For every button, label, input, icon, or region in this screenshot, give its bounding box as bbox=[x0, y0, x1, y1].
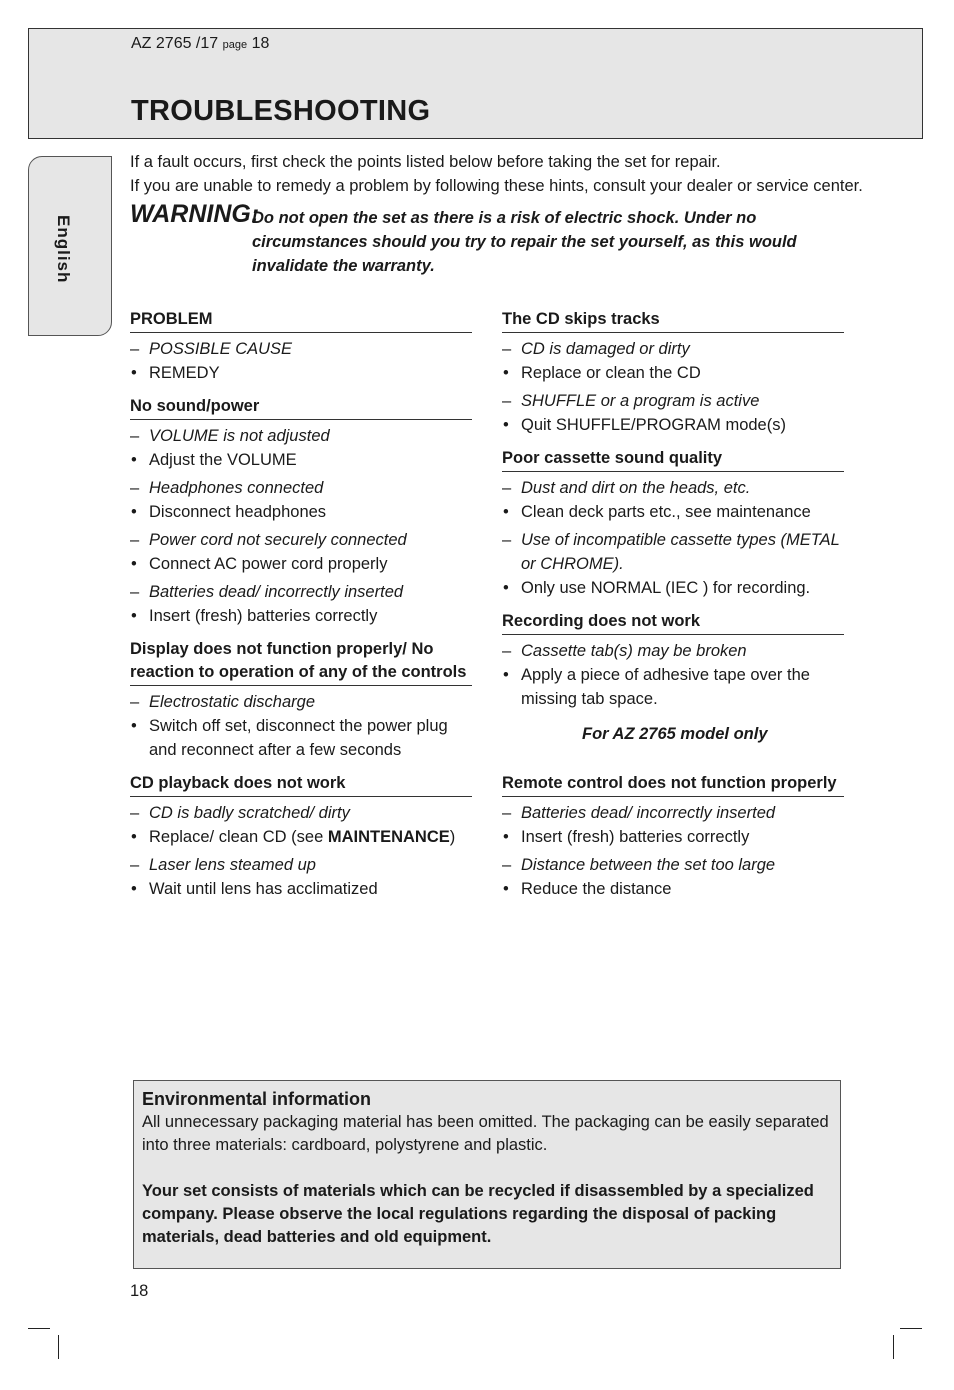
remedy-item: • Apply a piece of adhesive tape over the missing tab space. bbox=[502, 663, 844, 711]
section-heading: Display does not function properly/ No reaction to operation of any of the controls bbox=[130, 638, 472, 686]
display-section bbox=[130, 638, 472, 762]
cause-item: – SHUFFLE or a program is active bbox=[502, 389, 844, 413]
warning-label: WARNING: bbox=[130, 200, 260, 228]
model-note: For AZ 2765 model only bbox=[582, 725, 768, 743]
intro-line: If you are unable to remedy a problem by following these hints, consult your dealer or service center. bbox=[130, 177, 863, 195]
troubleshooting-left-column bbox=[130, 308, 472, 911]
remedy-item bbox=[130, 825, 472, 849]
environmental-info-box bbox=[133, 1080, 841, 1269]
cause-item: – Power cord not securely connected bbox=[130, 528, 472, 552]
cd-playback-section bbox=[130, 772, 472, 901]
remedy-item: • Quit SHUFFLE/PROGRAM mode(s) bbox=[502, 413, 844, 437]
cause-item: – POSSIBLE CAUSE bbox=[130, 337, 472, 361]
model-code: AZ 2765 /17 bbox=[131, 35, 219, 52]
remedy-item: • Connect AC power cord properly bbox=[130, 552, 472, 576]
cause-item: – Use of incompatible cassette types (METAL or CHROME). bbox=[502, 528, 844, 576]
env-body: All unnecessary packaging material has been omitted. The packaging can be easily separated into three materials: cardboard, polystyrene and plastic. bbox=[142, 1113, 829, 1154]
remedy-item: • Insert (fresh) batteries correctly bbox=[130, 604, 472, 628]
page-header bbox=[28, 28, 923, 139]
warning-text: Do not open the set as there is a risk of electric shock. Under no circumstances should you try to repair the set yourself, as this would invalidate the warranty. bbox=[252, 209, 797, 275]
intro-text bbox=[130, 150, 870, 198]
cause-item: – Dust and dirt on the heads, etc. bbox=[502, 476, 844, 500]
crop-mark bbox=[58, 1335, 59, 1359]
cause-item: – Cassette tab(s) may be broken bbox=[502, 639, 844, 663]
remedy-item: • Switch off set, disconnect the power plug and reconnect after a few seconds bbox=[130, 714, 472, 762]
remedy-item: • Disconnect headphones bbox=[130, 500, 472, 524]
remedy-item: • Clean deck parts etc., see maintenance bbox=[502, 500, 844, 524]
remedy-item: • Wait until lens has acclimatized bbox=[130, 877, 472, 901]
language-tab bbox=[28, 156, 112, 336]
remedy-item: • Adjust the VOLUME bbox=[130, 448, 472, 472]
cause-item: – VOLUME is not adjusted bbox=[130, 424, 472, 448]
no-sound-section bbox=[130, 395, 472, 628]
cause-item: – Distance between the set too large bbox=[502, 853, 844, 877]
legend-section bbox=[130, 308, 472, 385]
remedy-item: • Reduce the distance bbox=[502, 877, 844, 901]
page-number: 18 bbox=[130, 1282, 149, 1300]
cause-item: – CD is badly scratched/ dirty bbox=[130, 801, 472, 825]
remedy-item: • Replace or clean the CD bbox=[502, 361, 844, 385]
remedy-item: • Only use NORMAL (IEC ) for recording. bbox=[502, 576, 844, 600]
intro-line: If a fault occurs, first check the points listed below before taking the set for repair. bbox=[130, 153, 721, 171]
section-heading: PROBLEM bbox=[130, 308, 472, 333]
section-heading: No sound/power bbox=[130, 395, 472, 420]
cause-item: – Batteries dead/ incorrectly inserted bbox=[130, 580, 472, 604]
remedy-text: ) bbox=[449, 828, 456, 846]
section-heading: Remote control does not function properly bbox=[502, 772, 844, 797]
crop-mark bbox=[28, 1328, 50, 1329]
crop-mark bbox=[893, 1335, 894, 1359]
remote-section bbox=[502, 772, 844, 901]
section-heading: Recording does not work bbox=[502, 610, 844, 635]
env-recycling-note: Your set consists of materials which can be recycled if disassembled by a specialized company. Please observe the local regulations regarding the disposal of packing materials, dead batteries and old equipment. bbox=[142, 1182, 814, 1246]
crop-mark bbox=[900, 1328, 922, 1329]
env-title: Environmental information bbox=[142, 1089, 372, 1109]
section-heading: CD playback does not work bbox=[130, 772, 472, 797]
cd-skips-section bbox=[502, 308, 844, 437]
page-word: page bbox=[222, 39, 248, 51]
section-heading: The CD skips tracks bbox=[502, 308, 844, 333]
cause-item: – CD is damaged or dirty bbox=[502, 337, 844, 361]
language-label: English bbox=[54, 215, 73, 284]
remedy-item: • REMEDY bbox=[130, 361, 472, 385]
cause-item: – Batteries dead/ incorrectly inserted bbox=[502, 801, 844, 825]
section-heading: Poor cassette sound quality bbox=[502, 447, 844, 472]
cassette-section bbox=[502, 447, 844, 600]
page-title: TROUBLESHOOTING bbox=[131, 95, 431, 127]
recording-section bbox=[502, 610, 844, 711]
header-page-number: 18 bbox=[251, 35, 270, 52]
troubleshooting-right-column bbox=[502, 308, 844, 721]
cause-item: – Laser lens steamed up bbox=[130, 853, 472, 877]
header-meta bbox=[131, 35, 269, 53]
cause-item: – Electrostatic discharge bbox=[130, 690, 472, 714]
remedy-item: • Insert (fresh) batteries correctly bbox=[502, 825, 844, 849]
maintenance-reference: MAINTENANCE bbox=[327, 828, 450, 846]
cause-item: – Headphones connected bbox=[130, 476, 472, 500]
remedy-text: Replace/ clean CD (see bbox=[149, 828, 328, 846]
